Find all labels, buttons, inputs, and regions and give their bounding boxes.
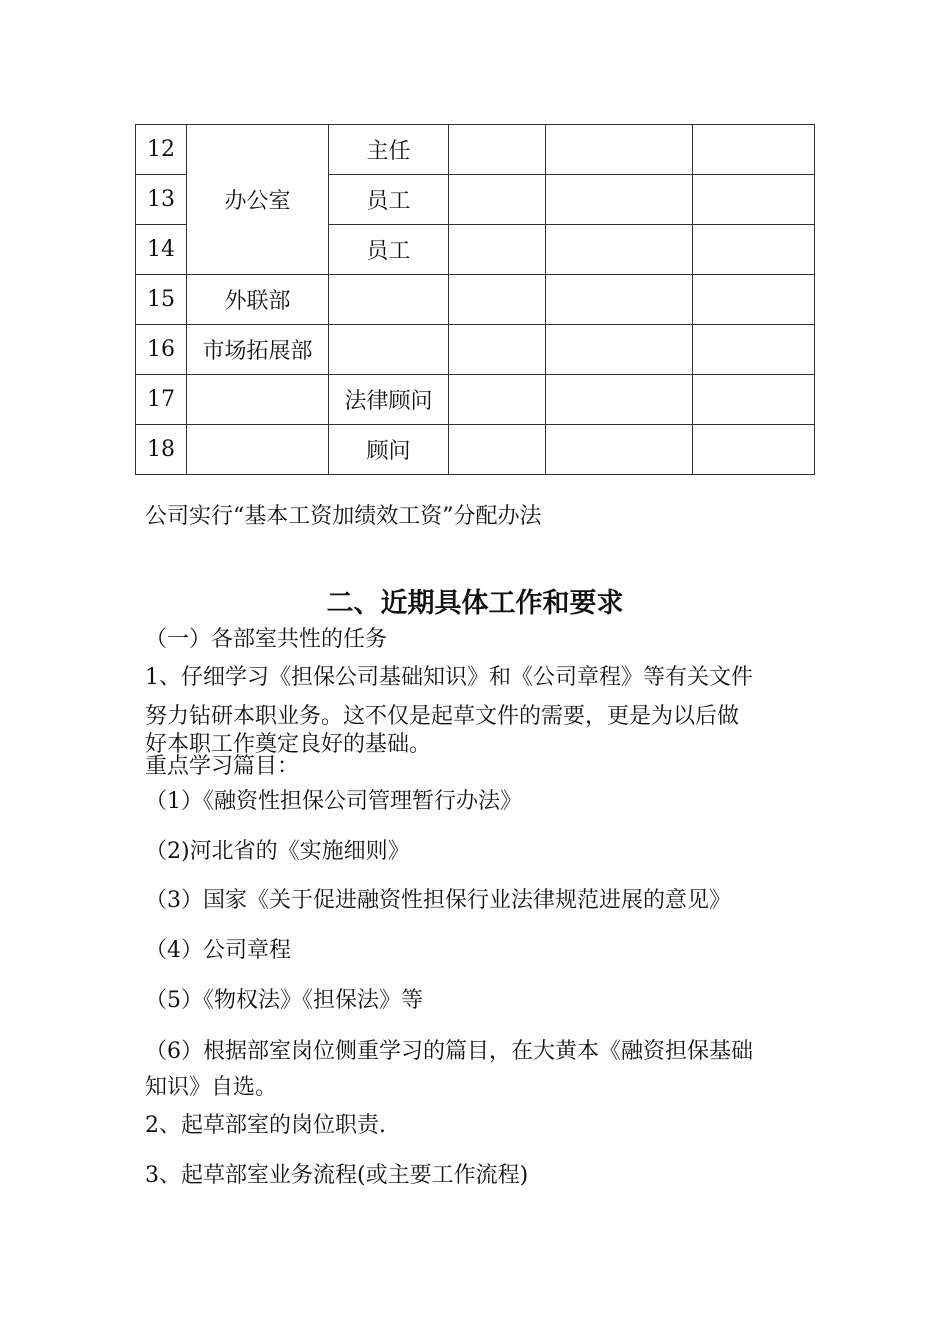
position-cell: 员工 — [329, 225, 449, 275]
empty-cell — [449, 125, 546, 175]
table-row — [136, 425, 815, 475]
empty-cell — [449, 275, 546, 325]
row-number: 12 — [136, 125, 187, 175]
empty-cell — [449, 375, 546, 425]
empty-cell — [449, 325, 546, 375]
item-3: 3、起草部室业务流程(或主要工作流程) — [145, 1163, 529, 1188]
study-item-4: （4）公司章程 — [145, 938, 291, 963]
empty-cell — [693, 425, 815, 475]
department-cell: 办公室 — [187, 125, 329, 275]
empty-cell — [449, 425, 546, 475]
table-row — [136, 275, 815, 325]
study-item-5: （5）《物权法》《担保法》等 — [145, 988, 423, 1013]
section-title: 二、近期具体工作和要求 — [326, 588, 624, 619]
study-item-2: （2)河北省的《实施细则》 — [145, 839, 410, 864]
table-row — [136, 125, 815, 175]
table-row — [136, 375, 815, 425]
department-cell — [187, 375, 329, 425]
department-cell — [187, 425, 329, 475]
empty-cell — [546, 425, 693, 475]
empty-cell — [546, 225, 693, 275]
table-row — [136, 325, 815, 375]
staff-table — [135, 124, 815, 475]
focus-label: 重点学习篇目： — [145, 754, 300, 779]
empty-cell — [546, 125, 693, 175]
row-number: 17 — [136, 375, 187, 425]
row-number: 15 — [136, 275, 187, 325]
row-number: 14 — [136, 225, 187, 275]
empty-cell — [693, 125, 815, 175]
sub-heading: （一）各部室共性的任务 — [145, 627, 388, 652]
row-number: 16 — [136, 325, 187, 375]
position-cell: 顾问 — [329, 425, 449, 475]
study-item-3: （3）国家《关于促进融资性担保行业法律规范进展的意见》 — [145, 888, 731, 913]
empty-cell — [693, 325, 815, 375]
position-cell: 主任 — [329, 125, 449, 175]
row-number: 18 — [136, 425, 187, 475]
empty-cell — [693, 375, 815, 425]
item-2: 2、起草部室的岗位职责. — [145, 1113, 386, 1138]
empty-cell — [693, 275, 815, 325]
item-1-line-2: 努力钻研本职业务。这不仅是起草文件的需要，更是为以后做 — [145, 704, 740, 729]
item-1-line-3: 好本职工作奠定良好的基础。 — [145, 732, 432, 757]
department-cell: 外联部 — [187, 275, 329, 325]
position-cell: 法律顾问 — [329, 375, 449, 425]
empty-cell — [693, 225, 815, 275]
empty-cell — [449, 175, 546, 225]
position-cell — [329, 275, 449, 325]
salary-note: 公司实行“基本工资加绩效工资”分配办法 — [145, 504, 542, 529]
item-1-line-1: 1、仔细学习《担保公司基础知识》和《公司章程》等有关文件 — [145, 665, 753, 690]
empty-cell — [693, 175, 815, 225]
study-item-6-line-1: （6）根据部室岗位侧重学习的篇目，在大黄本《融资担保基础 — [145, 1039, 753, 1064]
empty-cell — [449, 225, 546, 275]
position-cell — [329, 325, 449, 375]
empty-cell — [546, 275, 693, 325]
row-number: 13 — [136, 175, 187, 225]
study-item-1: （1）《融资性担保公司管理暂行办法》 — [145, 789, 522, 814]
position-cell: 员工 — [329, 175, 449, 225]
study-item-6-line-2: 知识》自选。 — [145, 1075, 278, 1100]
empty-cell — [546, 325, 693, 375]
empty-cell — [546, 375, 693, 425]
empty-cell — [546, 175, 693, 225]
department-cell: 市场拓展部 — [187, 325, 329, 375]
